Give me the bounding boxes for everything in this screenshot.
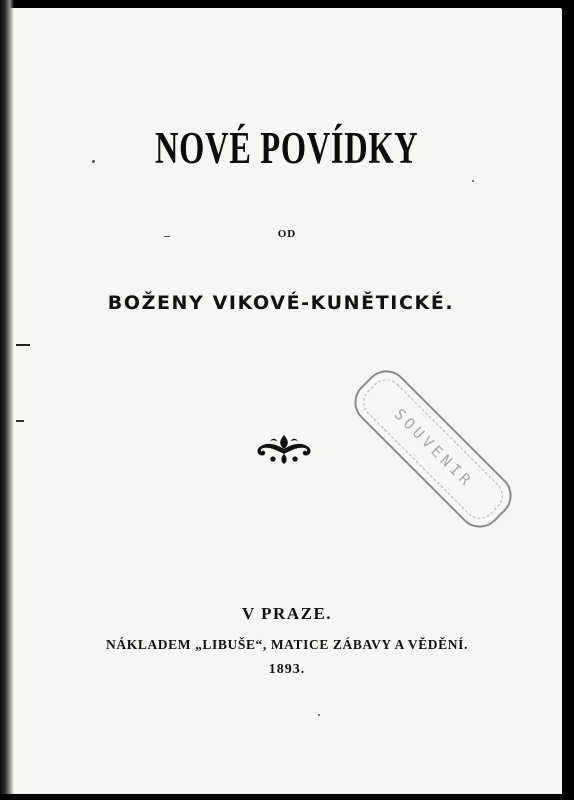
publication-place: V PRAZE. <box>241 604 333 623</box>
dust-speck <box>92 160 95 163</box>
stamp-text: SOUVENIR <box>390 405 477 492</box>
page-binding-edge <box>0 0 14 800</box>
publication-year: 1893. <box>268 662 306 677</box>
floral-ornament-icon <box>254 432 314 466</box>
dust-speck <box>318 714 320 716</box>
page-bottom-edge <box>0 794 574 800</box>
author-name: BOŽENY VIKOVÉ-KUNĚTICKÉ. <box>107 292 455 314</box>
book-title: NOVÉ POVÍDKY <box>155 123 419 173</box>
dust-speck <box>472 180 474 182</box>
by-line: OD <box>277 228 297 240</box>
dust-speck <box>164 236 170 237</box>
dust-speck <box>16 420 24 422</box>
dust-speck <box>16 344 30 346</box>
publisher-line: NÁKLADEM „LIBUŠE“, MATICE ZÁBAVY A VĚDĚNÍ. <box>106 637 468 652</box>
